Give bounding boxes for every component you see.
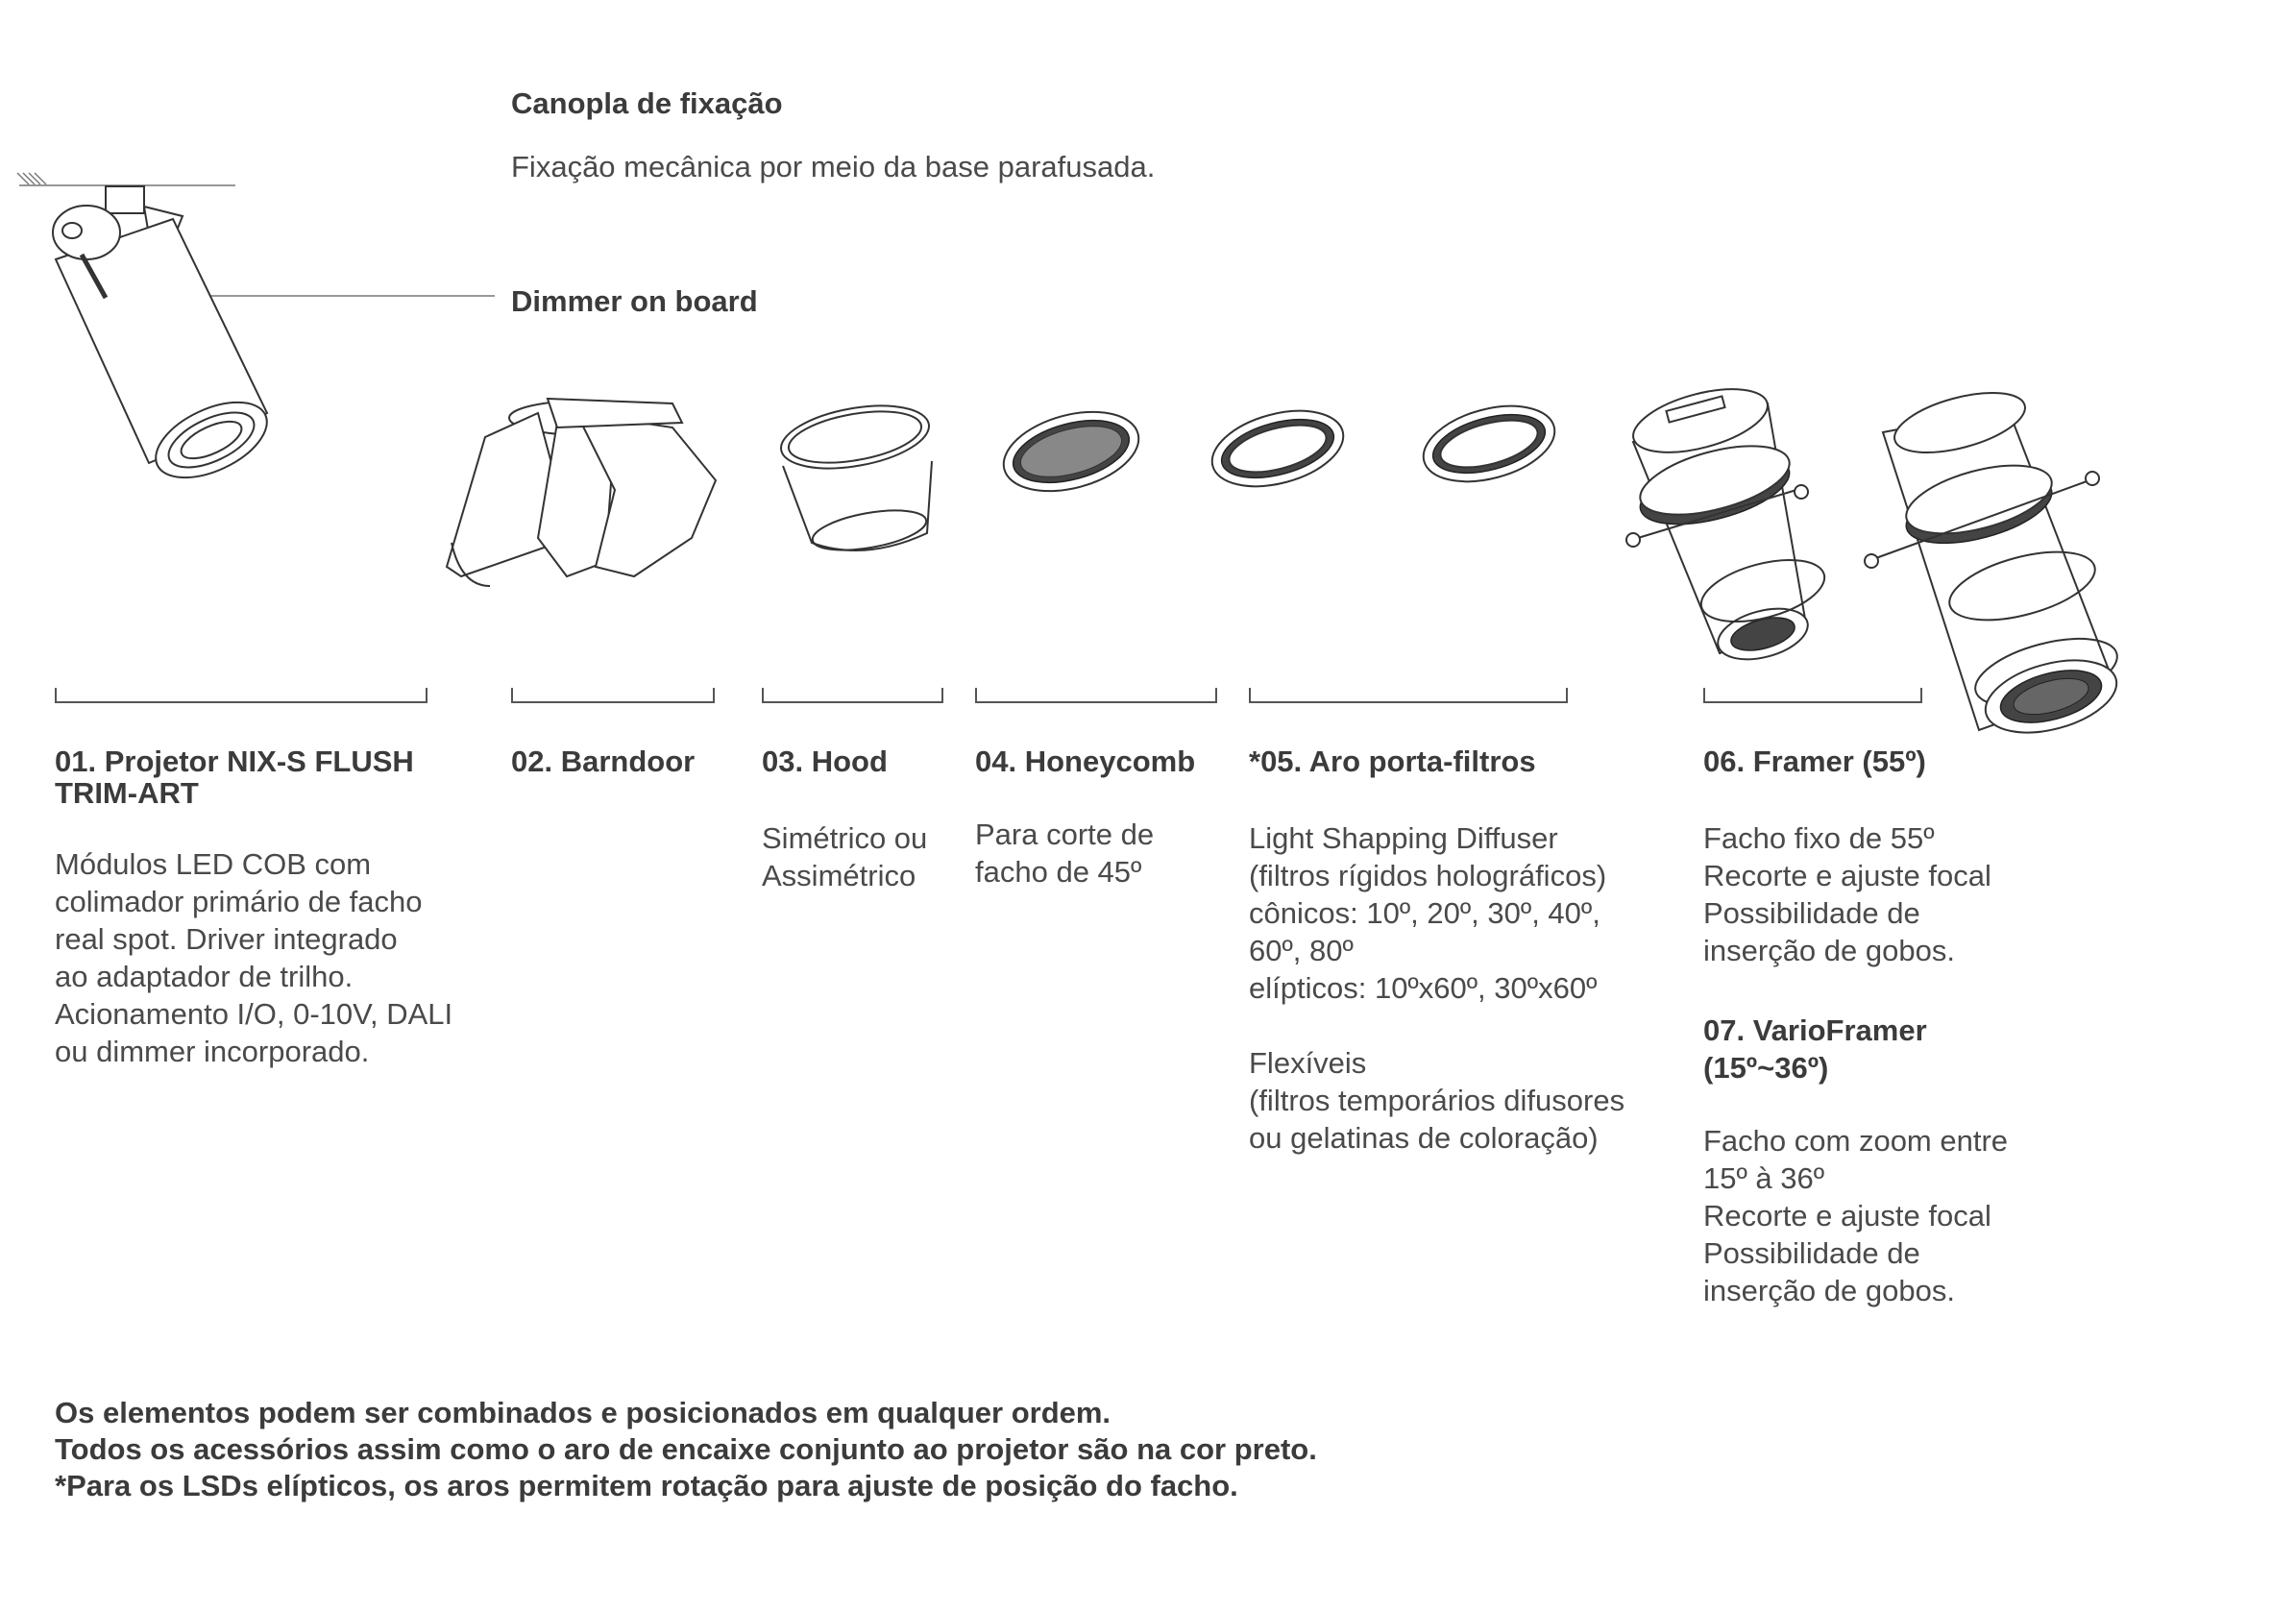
framer-illustration [1626, 377, 1831, 668]
column-title-honeycomb: 04. Honeycomb [975, 744, 1196, 778]
honeycomb-illustration [995, 399, 1148, 505]
bracket-hood [762, 688, 943, 703]
dimmer-title: Dimmer on board [511, 284, 758, 318]
column-body-varioframer: Facho com zoom entre 15º à 36º Recorte e ajuste focal Possibilidade de inserção de gobos. [1703, 1124, 2009, 1307]
column-body-honeycomb: Para corte de facho de 45º [975, 818, 1155, 889]
bracket-barndoor [511, 688, 715, 703]
column-title-projector: 01. Projetor NIX-S FLUSH TRIM-ART [55, 744, 414, 810]
column-body-hood: Simétrico ou Assimétrico [762, 821, 928, 892]
canopy-description: Fixação mecânica por meio da base parafusada. [511, 150, 1156, 183]
bracket-honeycomb [975, 688, 1217, 703]
projector-illustration [53, 186, 279, 493]
bracket-projector [55, 688, 427, 703]
filter-ring-1-illustration [1204, 398, 1352, 500]
bracket-framer [1703, 688, 1922, 703]
filter-ring-2-illustration [1415, 393, 1563, 495]
column-title-framer: 06. Framer (55º) [1703, 744, 1926, 778]
column-title-barndoor: 02. Barndoor [511, 744, 696, 778]
column-title-hood: 03. Hood [762, 744, 888, 778]
footer-notes: Os elementos podem ser combinados e posicionados em qualquer ordem. Todos os acessórios assim como o aro de encaixe conjunto ao projetor são na cor preto. *Para os LSDs elípticos, os aros permitem rotação para ajuste de posição do facho. [55, 1396, 1317, 1502]
barndoor-illustration [447, 399, 716, 586]
bracket-filter-rings [1249, 688, 1568, 703]
canopy-title: Canopla de fixação [511, 86, 783, 120]
column-title-filter-rings: *05. Aro porta-filtros [1249, 744, 1536, 778]
column-title-varioframer: 07. VarioFramer (15º~36º) [1703, 1013, 1927, 1085]
hood-illustration [776, 396, 934, 557]
column-body-framer: Facho fixo de 55º Recorte e ajuste focal Possibilidade de inserção de gobos. [1703, 821, 1991, 967]
column-body-projector: Módulos LED COB com colimador primário de facho real spot. Driver integrado ao adaptador de trilho. Acionamento I/O, 0-10V, DALI ou dimmer incorporado. [55, 847, 453, 1068]
column-body-filter-rings: Light Shapping Diffuser (filtros rígidos holográficos) cônicos: 10º, 20º, 30º, 40º, 60º, 80º elípticos: 10ºx60º, 30ºx60º Flexíveis (filtros temporários difusores ou gelatinas de coloração) [1249, 821, 1625, 1155]
